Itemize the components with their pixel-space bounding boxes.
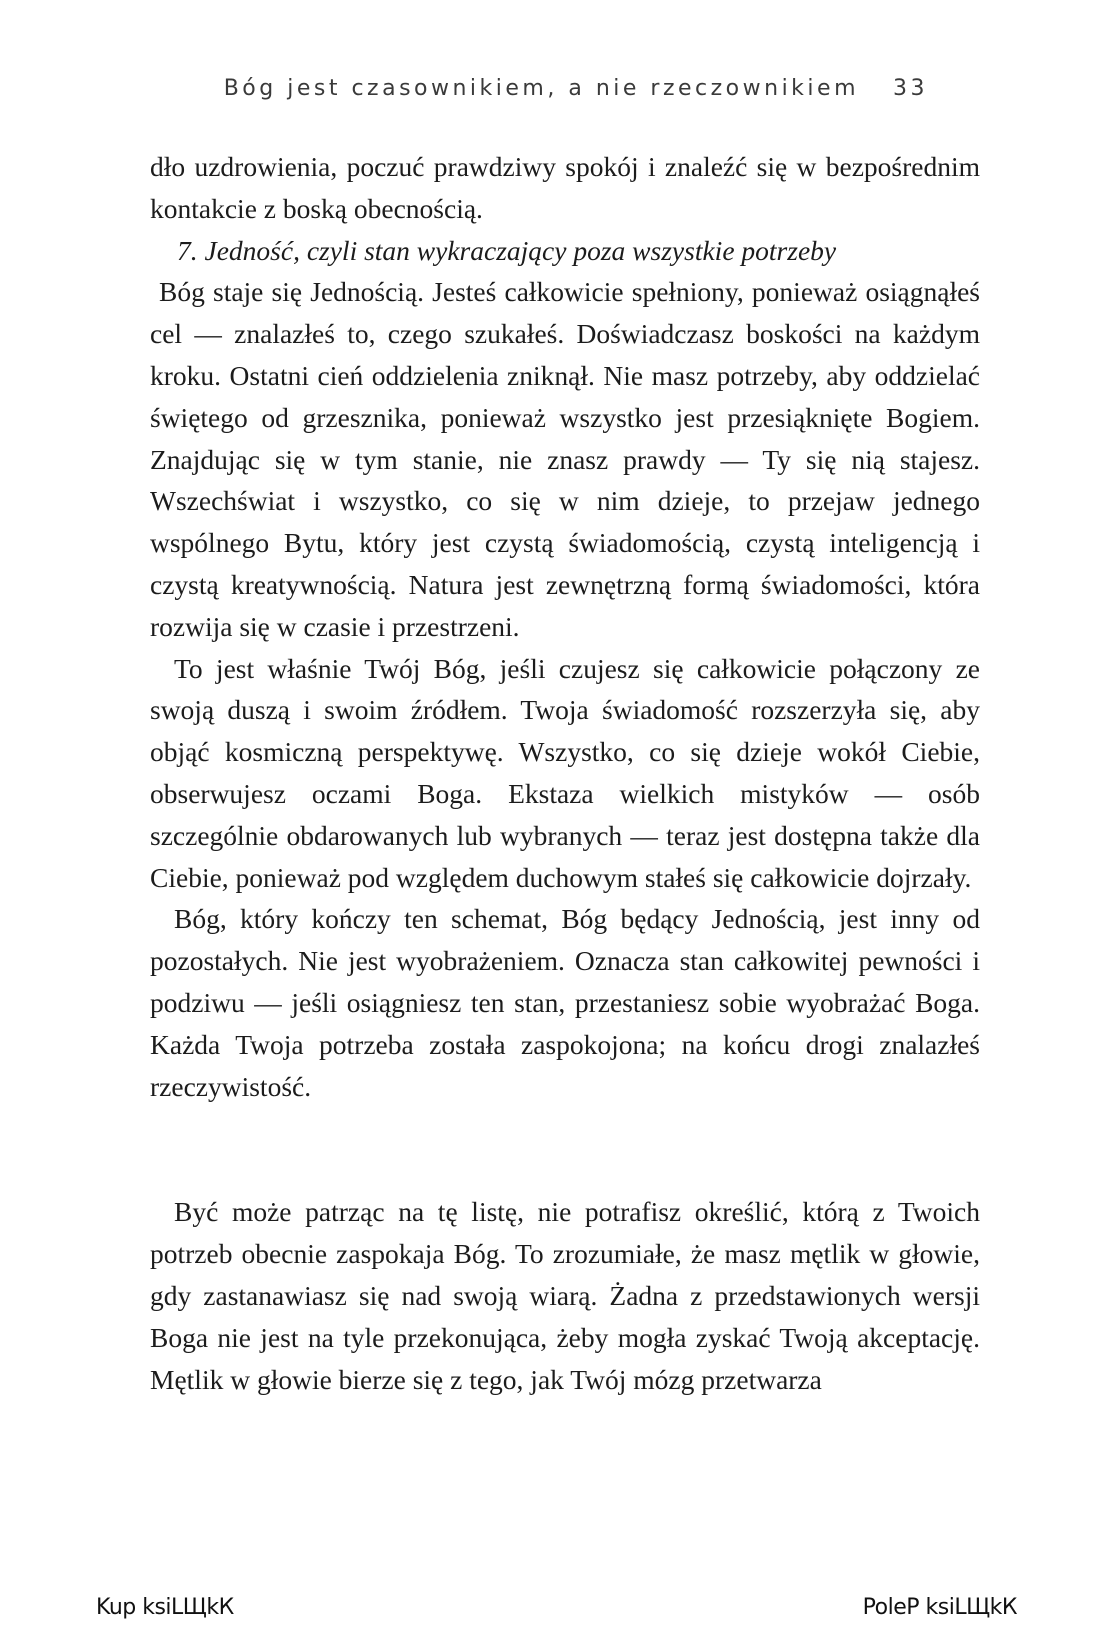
running-title: Bóg jest czasownikiem, a nie rzeczownikiem	[223, 76, 859, 101]
body-paragraph: Bóg staje się Jednością. Jesteś całkowicie spełniony, ponieważ osiągnąłeś cel — znalazłeś to, czego szukałeś. Doświadczasz boskości na każdym kroku. Ostatni cień oddzielenia zniknął. Nie masz potrzeby, aby oddzielać świętego od grzesznika, ponieważ wszystko jest przesiąknięte Bogiem. Znajdując się w tym stanie, nie znasz prawdy — Ty się nią stajesz. Wszechświat i wszystko, co się w nim dzieje, to przejaw jednego wspólnego Bytu, który jest czystą świadomością, czystą inteligencją i czystą kreatywnością. Natura jest zewnętrzną formą świadomości, która rozwija się w czasie i przestrzeni.	[150, 276, 980, 642]
body-paragraph: Bóg, który kończy ten schemat, Bóg będący Jednością, jest inny od pozostałych. Nie jest wyobrażeniem. Oznacza stan całkowitej pewności i podziwu — jeśli osiągniesz ten stan, przestaniesz sobie wyobrażać Boga. Każda Twoja potrzeba została zaspokojona; na końcu drogi znalazłeś rzeczywistość.	[150, 903, 980, 1102]
page-body	[150, 146, 980, 1400]
section-break	[150, 1107, 980, 1191]
closing-paragraph: Być może patrząc na tę listę, nie potrafisz określić, którą z Twoich potrzeb obecnie zaspokaja Bóg. To zrozumiałe, że masz mętlik w głowie, gdy zastanawiasz się nad swoją wiarą. Żadna z przedstawionych wersji Boga nie jest na tyle przekonująca, żeby mogła zyskać Twoją akceptację. Mętlik w głowie bierze się z tego, jak Twój mózg przetwarza	[150, 1196, 980, 1395]
running-header	[224, 76, 928, 101]
recommend-book-link[interactable]: PoleР ksiLЩkК	[862, 1595, 1017, 1620]
buy-book-link[interactable]: Kup ksiLЩkК	[96, 1595, 234, 1620]
body-paragraph: To jest właśnie Twój Bóg, jeśli czujesz się całkowicie połączony ze swoją duszą i swoim źródłem. Twoja świadomość rozszerzyła się, aby objąć kosmiczną perspektywę. Wszystko, co się dzieje wokół Ciebie, obserwujesz oczami Boga. Ekstaza wielkich mistyków — osób szczególnie obdarowanych lub wybranych — teraz jest dostępna także dla Ciebie, ponieważ pod względem duchowym stałeś się całkowicie dojrzały.	[150, 652, 980, 893]
page-number: 33	[893, 76, 928, 101]
continuation-paragraph: dło uzdrowienia, poczuć prawdziwy spokój i znaleźć się w bezpośrednim kontakcie z boską obecnością.	[150, 151, 980, 224]
section-heading: 7. Jedność, czyli stan wykraczający poza wszystkie potrzeby	[177, 234, 837, 266]
